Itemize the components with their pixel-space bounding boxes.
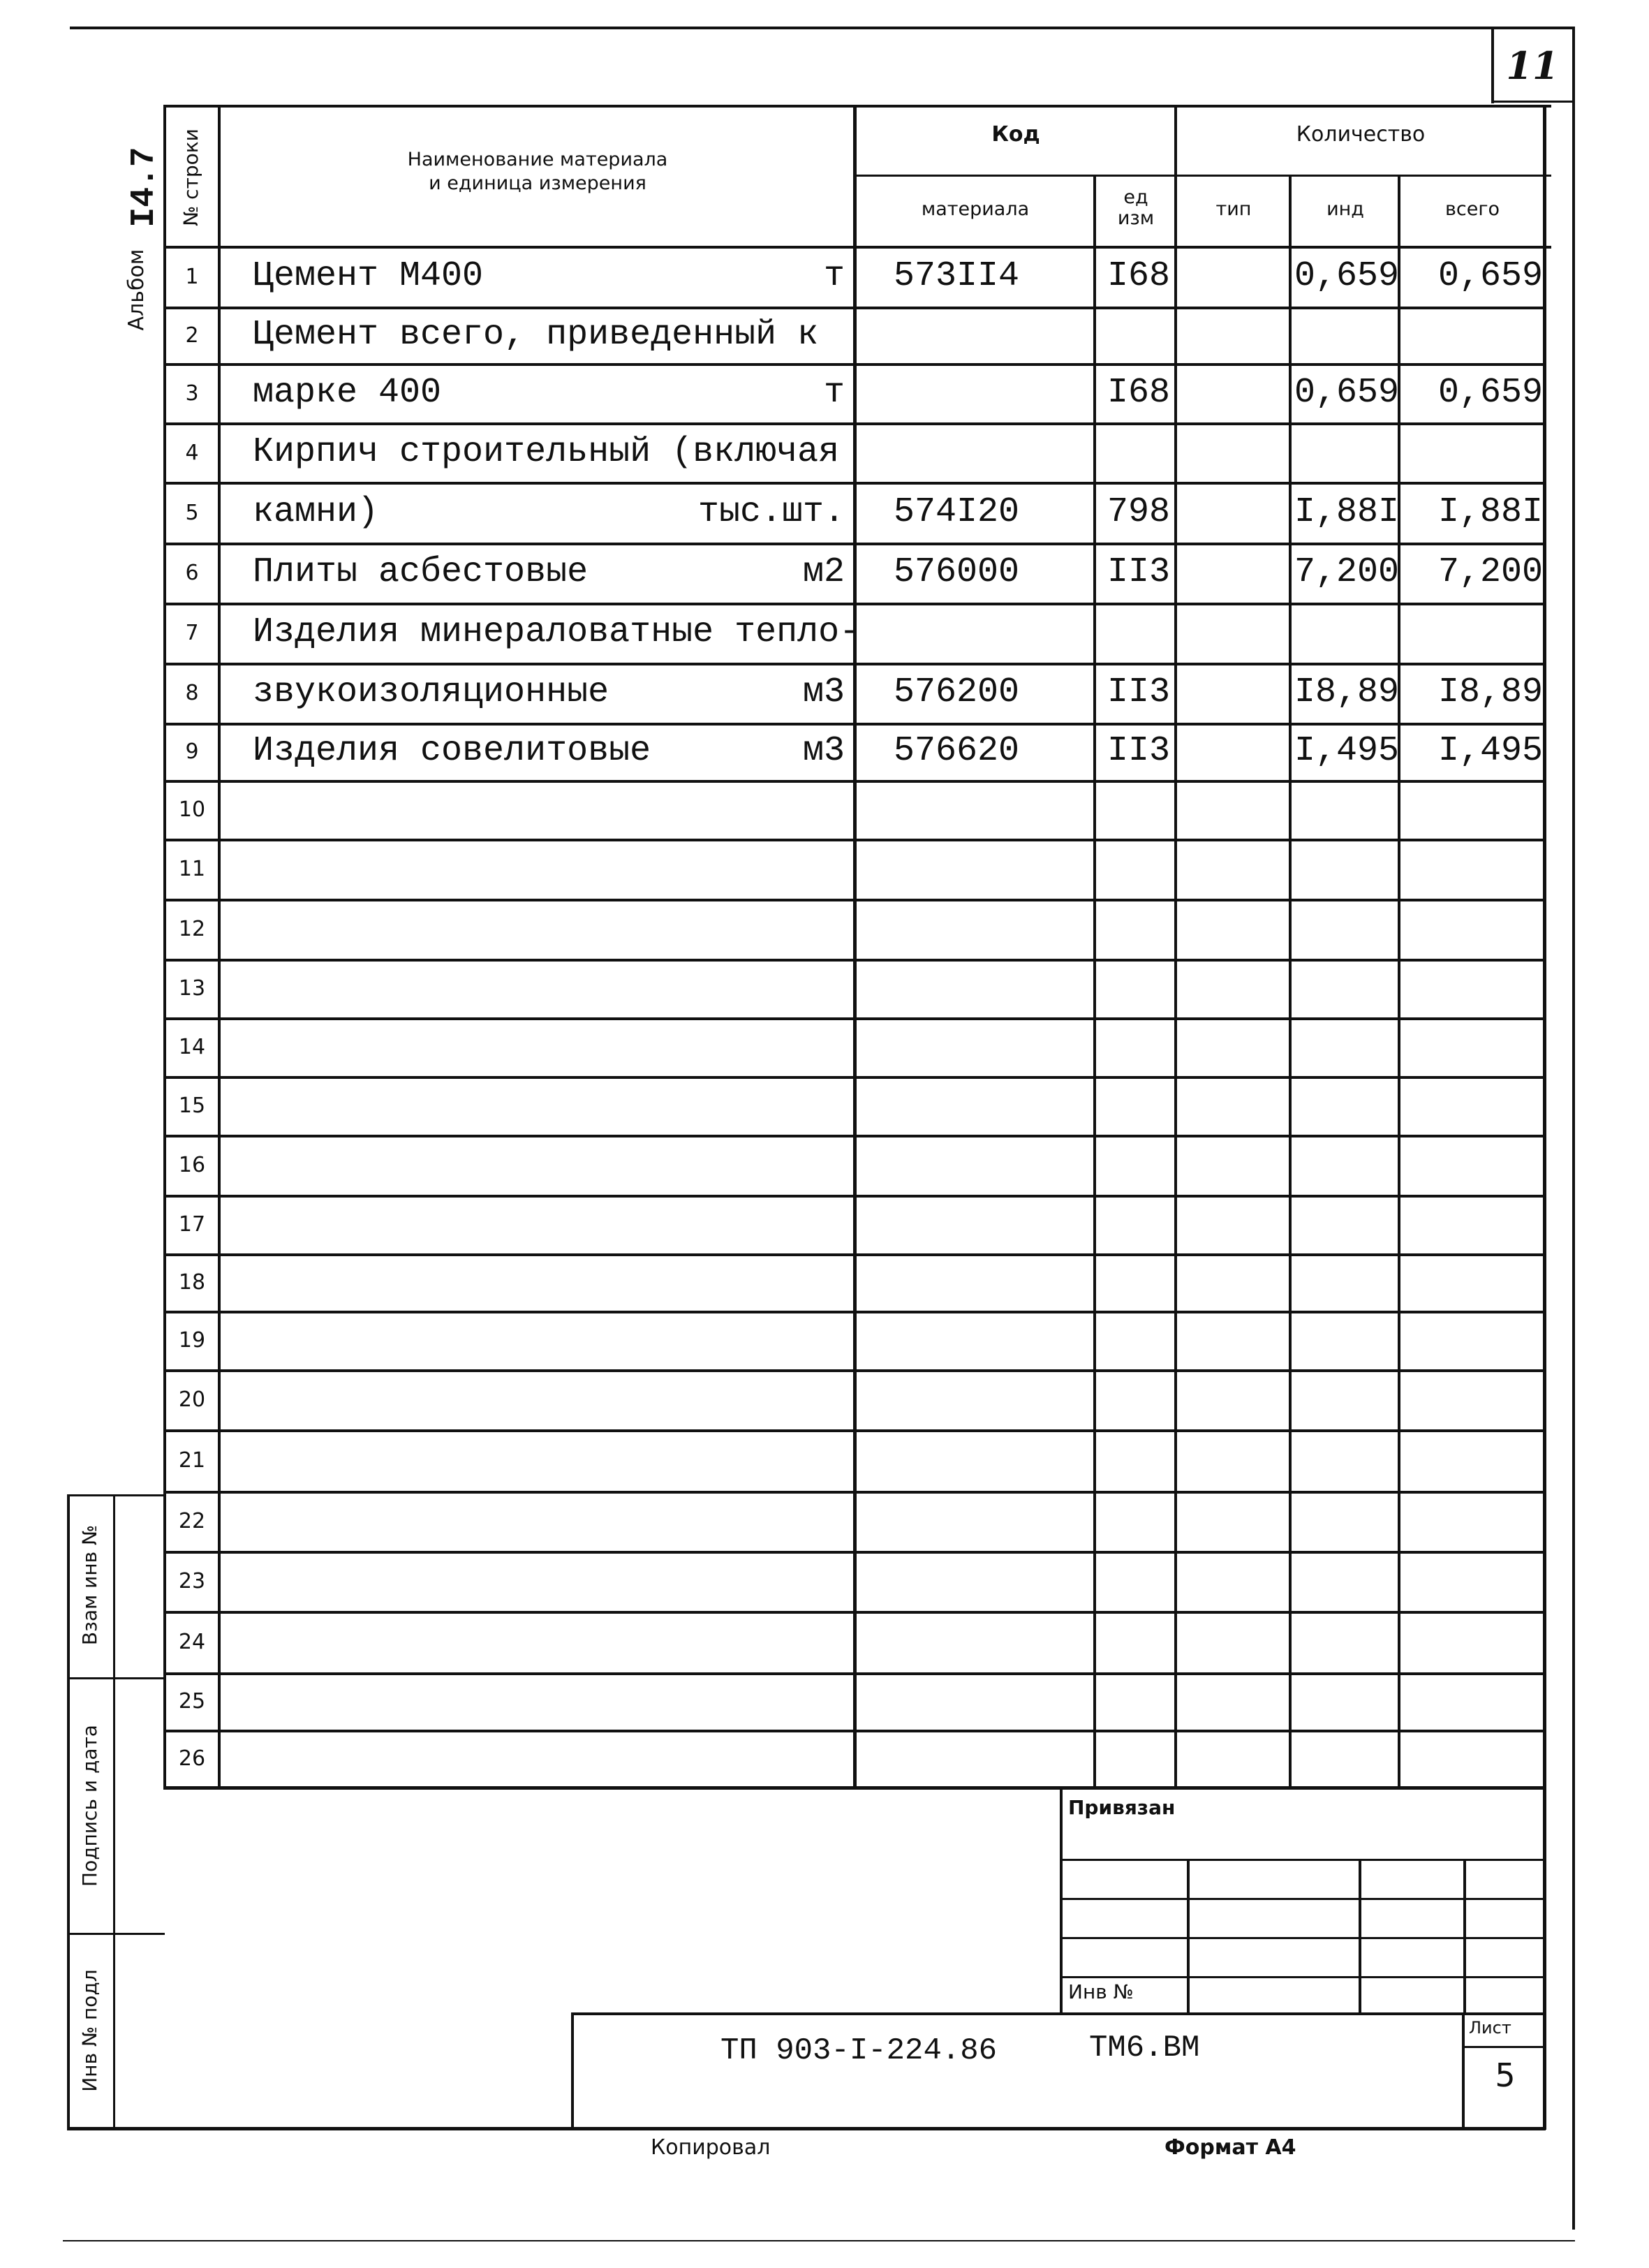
header-mid-line	[855, 175, 1551, 177]
col-right-border	[1543, 105, 1546, 2130]
qty-total: I8,89	[1437, 672, 1543, 712]
header-quantity: Количество	[1296, 122, 1426, 147]
col-type-right	[1289, 175, 1292, 1789]
stamp-inner	[113, 1494, 115, 2130]
row-line	[163, 959, 1546, 962]
stamp-vzam-inv-text: Взам инв №	[78, 1524, 101, 1646]
privyazan-line-1	[1060, 1859, 1544, 1861]
title-block-top	[571, 2012, 1546, 2015]
row-number: 11	[178, 857, 206, 881]
material-code: 576620	[894, 731, 1020, 771]
row-line	[163, 1611, 1546, 1614]
material-name: Изделия совелитовые	[253, 731, 651, 771]
material-code: 573II4	[894, 256, 1020, 296]
header-qty-type: тип	[1215, 198, 1252, 220]
row-number: 8	[185, 681, 199, 705]
row-number: 19	[178, 1328, 206, 1353]
material-unit: т	[823, 256, 845, 296]
qty-ind: I,495	[1294, 731, 1399, 771]
material-name: Кирпич строительный (включая	[253, 432, 840, 472]
row-line	[163, 482, 1546, 485]
row-line	[163, 1672, 1546, 1675]
row-number: 1	[185, 265, 199, 289]
frame-bottom-far	[63, 2240, 1575, 2241]
row-line	[163, 363, 1546, 366]
row-line	[163, 1429, 1546, 1432]
header-row-no	[179, 125, 205, 230]
row-line	[163, 603, 1546, 605]
row-number: 18	[178, 1270, 206, 1295]
row-line	[163, 1311, 1546, 1313]
privyazan-line-2	[1060, 1898, 1544, 1900]
row-line	[163, 663, 1546, 665]
title-block-left	[571, 2012, 574, 2128]
row-line	[163, 307, 1546, 309]
album-label-text: Альбом	[124, 249, 149, 331]
qty-total: I,88I	[1437, 492, 1543, 532]
row-line	[163, 1017, 1546, 1020]
row-number: 2	[185, 323, 199, 348]
material-name: Изделия минераловатные тепло-	[253, 612, 861, 652]
material-name: камни)	[253, 492, 379, 532]
privyazan-col-3	[1463, 1859, 1466, 2014]
material-unit: тыс.шт.	[697, 492, 845, 532]
header-row-no-text: № строки	[179, 128, 202, 226]
row-number: 3	[185, 381, 199, 406]
table-bottom	[163, 1786, 1546, 1789]
material-name: Цемент всего, приведенный к	[253, 314, 819, 355]
row-number: 23	[178, 1569, 206, 1593]
row-line	[163, 899, 1546, 901]
material-unit: т	[823, 372, 845, 413]
qty-total: 7,200	[1437, 552, 1543, 592]
doc-code: ТМ6.ВМ	[1089, 2031, 1200, 2066]
sheet-label: Лист	[1469, 2018, 1511, 2038]
page-number: 11	[1506, 43, 1559, 88]
stamp-inv-podl-text: Инв № подл	[78, 1969, 101, 2092]
unit-code: I68	[1107, 372, 1171, 413]
col-left-border	[163, 105, 166, 1786]
unit-code: 798	[1107, 492, 1171, 532]
row-number: 24	[178, 1630, 206, 1654]
privyazan-col-2	[1359, 1859, 1361, 2014]
row-number: 10	[178, 797, 206, 822]
row-line	[163, 1551, 1546, 1554]
col-name-right	[853, 105, 857, 1789]
row-line	[163, 1135, 1546, 1137]
unit-code: II3	[1107, 731, 1171, 771]
header-code-unit: ед изм	[1117, 186, 1155, 229]
qty-total: 0,659	[1437, 372, 1543, 413]
row-number: 9	[185, 739, 199, 764]
stamp-podpis-data-text: Подпись и дата	[78, 1725, 101, 1887]
row-line	[163, 1253, 1546, 1256]
material-unit: м2	[802, 552, 845, 592]
qty-ind: 0,659	[1294, 256, 1399, 296]
sheet-number: 5	[1495, 2056, 1516, 2094]
footer-format: Формат А4	[1164, 2135, 1296, 2160]
col-rownum-right	[218, 105, 221, 1786]
stamp-podpis-data	[78, 1715, 103, 1897]
material-unit: м3	[802, 731, 845, 771]
row-line	[163, 1369, 1546, 1372]
stamp-div-1	[67, 1677, 165, 1679]
material-code: 576000	[894, 552, 1020, 592]
designation: ТП 903-I-224.86	[720, 2033, 998, 2068]
stamp-top	[67, 1494, 165, 1496]
footer-copied: Копировал	[651, 2135, 771, 2160]
album-number	[126, 128, 165, 246]
qty-ind: 7,200	[1294, 552, 1399, 592]
row-number: 21	[178, 1448, 206, 1473]
stamp-div-2	[67, 1933, 165, 1935]
frame-right	[1572, 27, 1575, 2230]
col-unit-right	[1174, 105, 1177, 1789]
row-number: 26	[178, 1746, 206, 1771]
row-number: 14	[178, 1035, 206, 1059]
qty-ind: I,88I	[1294, 492, 1399, 532]
row-number: 17	[178, 1212, 206, 1237]
col-ind-right	[1398, 175, 1400, 1789]
qty-ind: I8,89	[1294, 672, 1399, 712]
material-name: Цемент М400	[253, 256, 484, 296]
inv-no-label: Инв №	[1068, 1980, 1134, 2003]
frame-top	[70, 27, 1575, 29]
row-line	[163, 839, 1546, 841]
row-line	[163, 1491, 1546, 1494]
header-name: Наименование материала и единица измерения	[407, 149, 668, 194]
row-number: 22	[178, 1509, 206, 1533]
page-number-box-left	[1491, 27, 1494, 103]
album-number-text: I4.7	[126, 147, 163, 228]
privyazan-left	[1060, 1786, 1063, 2015]
page-number-box-bottom	[1491, 101, 1575, 103]
privyazan-col-1	[1187, 1859, 1190, 2014]
row-number: 5	[185, 500, 199, 525]
material-unit: м3	[802, 672, 845, 712]
row-number: 6	[185, 561, 199, 585]
privyazan-label: Привязан	[1068, 1796, 1176, 1819]
material-code: 576200	[894, 672, 1020, 712]
row-number: 7	[185, 621, 199, 645]
row-line	[163, 1195, 1546, 1198]
row-number: 25	[178, 1689, 206, 1714]
qty-total: 0,659	[1437, 256, 1543, 296]
row-number: 13	[178, 976, 206, 1001]
row-line	[163, 543, 1546, 545]
material-name: звукоизоляционные	[253, 672, 609, 712]
row-number: 20	[178, 1387, 206, 1412]
row-line	[163, 780, 1546, 783]
row-number: 12	[178, 917, 206, 941]
row-line	[163, 1730, 1546, 1732]
row-line	[163, 1076, 1546, 1079]
row-number: 16	[178, 1153, 206, 1177]
header-qty-ind: инд	[1326, 198, 1364, 220]
header-bottom	[163, 246, 1551, 249]
stamp-vzam-inv	[78, 1512, 103, 1658]
sheet-box-mid	[1462, 2046, 1546, 2048]
unit-code: II3	[1107, 672, 1171, 712]
qty-ind: 0,659	[1294, 372, 1399, 413]
row-line	[163, 723, 1546, 726]
stamp-inv-podl	[78, 1957, 103, 2104]
unit-code: I68	[1107, 256, 1171, 296]
row-number: 4	[185, 440, 199, 465]
col-code-right	[1093, 175, 1096, 1789]
row-line	[163, 422, 1546, 425]
header-code-material: материала	[921, 198, 1030, 220]
stamp-left	[67, 1494, 70, 2130]
material-name: марке 400	[253, 372, 442, 413]
album-label	[124, 234, 152, 346]
qty-total: I,495	[1437, 731, 1543, 771]
table-top	[163, 105, 1551, 108]
privyazan-line-4	[1060, 1976, 1544, 1978]
page-bottom-line	[67, 2127, 1546, 2130]
header-code: Код	[991, 122, 1040, 147]
material-code: 574I20	[894, 492, 1020, 532]
unit-code: II3	[1107, 552, 1171, 592]
row-number: 15	[178, 1094, 206, 1118]
header-qty-total: всего	[1444, 198, 1500, 220]
privyazan-line-3	[1060, 1937, 1544, 1939]
material-name: Плиты асбестовые	[253, 552, 589, 592]
